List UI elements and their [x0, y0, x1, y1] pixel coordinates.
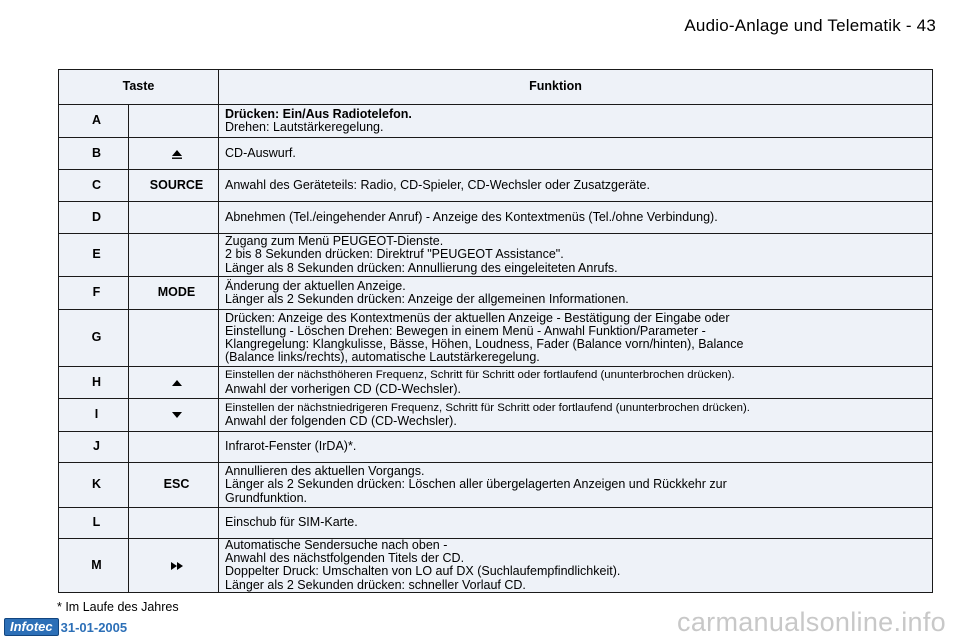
header-funktion: Funktion [219, 70, 933, 105]
row-symbol [129, 234, 219, 277]
table-row [59, 310, 933, 367]
description-line: Einstellung - Löschen Drehen: Bewegen in einem Menü - Anwahl Funktion/Parameter - [225, 323, 706, 338]
row-symbol [129, 508, 219, 539]
table-row [59, 202, 933, 234]
description-line: Drücken: Anzeige des Kontextmenüs der aktuellen Anzeige - Bestätigung der Eingabe oder [225, 310, 730, 325]
description-line: Anwahl des nächstfolgenden Titels der CD. [225, 551, 465, 566]
description-line: Drücken: Ein/Aus Radiotelefon. [225, 106, 412, 121]
row-symbol [129, 277, 219, 310]
fast-forward-icon [170, 558, 184, 572]
row-key: F [59, 277, 129, 310]
row-symbol [129, 105, 219, 138]
arrow-up-icon [171, 375, 183, 389]
button-function-table [58, 69, 933, 593]
eject-icon [170, 146, 184, 160]
description-line: Zugang zum Menü PEUGEOT-Dienste. [225, 234, 444, 249]
row-symbol [129, 463, 219, 508]
row-key: A [59, 105, 129, 138]
table-row [59, 105, 933, 138]
watermark: carmanualsonline.info [677, 607, 946, 637]
row-symbol [129, 170, 219, 202]
row-description [219, 138, 933, 170]
row-symbol [129, 432, 219, 463]
row-key: E [59, 234, 129, 277]
description-line: Klangregelung: Klangkulisse, Bässe, Höhen, Loudness, Fader (Balance vorn/hinten), Balance [225, 337, 744, 351]
row-key: K [59, 463, 129, 508]
row-description [219, 463, 933, 508]
table-row [59, 234, 933, 277]
description-line: Doppelter Druck: Umschalten von LO auf DX (Suchlaufempfindlichkeit). [225, 564, 621, 579]
description-line: Drehen: Lautstärkeregelung. [225, 120, 384, 134]
row-description [219, 539, 933, 593]
description-line: CD-Auswurf. [225, 145, 296, 160]
description-line: Annullieren des aktuellen Vorgangs. [225, 464, 425, 479]
row-key: I [59, 399, 129, 432]
footnote: * Im Laufe des Jahres [57, 600, 179, 614]
table-row [59, 170, 933, 202]
description-line: Automatische Sendersuche nach oben - [225, 538, 448, 552]
row-symbol [129, 399, 219, 432]
row-key: H [59, 367, 129, 399]
description-line: Länger als 8 Sekunden drücken: Annullierung des eingeleiteten Anrufs. [225, 260, 618, 275]
row-description [219, 170, 933, 202]
row-description [219, 432, 933, 463]
row-symbol [129, 310, 219, 367]
row-key: G [59, 310, 129, 367]
row-description [219, 310, 933, 367]
table-row [59, 463, 933, 508]
row-key: L [59, 508, 129, 539]
row-symbol [129, 202, 219, 234]
description-line: Abnehmen (Tel./eingehender Anruf) - Anzeige des Kontextmenüs (Tel./ohne Verbindung). [225, 209, 718, 224]
table-row [59, 399, 933, 432]
arrow-down-icon [171, 407, 183, 421]
row-description [219, 105, 933, 138]
description-line: Änderung der aktuellen Anzeige. [225, 278, 406, 293]
page-header: Audio-Anlage und Telematik - 43 [684, 16, 936, 35]
description-line: Infrarot-Fenster (IrDA)*. [225, 439, 357, 454]
description-line: Grundfunktion. [225, 490, 308, 505]
row-key: B [59, 138, 129, 170]
header-taste: Taste [59, 70, 219, 105]
row-description [219, 234, 933, 277]
infotec-footer [4, 618, 127, 636]
row-symbol-label: MODE [157, 285, 196, 300]
description-line: 2 bis 8 Sekunden drücken: Direktruf "PEUGEOT Assistance". [225, 247, 564, 262]
table-row [59, 367, 933, 399]
row-description [219, 277, 933, 310]
description-line: Länger als 2 Sekunden drücken: schneller Vorlauf CD. [225, 577, 526, 592]
description-line: (Balance links/rechts), automatische Lautstärkeregelung. [225, 350, 540, 365]
description-line: Einschub für SIM-Karte. [225, 515, 358, 530]
row-symbol-label: ESC [163, 477, 190, 492]
row-key: C [59, 170, 129, 202]
description-line: Anwahl des Geräteteils: Radio, CD-Spieler, CD-Wechsler oder Zusatzgeräte. [225, 177, 650, 192]
row-description [219, 508, 933, 539]
table-row [59, 138, 933, 170]
row-description [219, 399, 933, 432]
table-header-row [59, 70, 933, 105]
table-row [59, 539, 933, 593]
row-symbol [129, 138, 219, 170]
row-key: D [59, 202, 129, 234]
description-line: Länger als 2 Sekunden drücken: Löschen aller übergelagerten Anzeigen und Rückkehr zur [225, 477, 727, 492]
table-row [59, 277, 933, 310]
infotec-logo: Infotec [4, 618, 59, 636]
footer-date: 31-01-2005 [60, 619, 128, 635]
table-row [59, 508, 933, 539]
description-line: Anwahl der folgenden CD (CD-Wechsler). [225, 414, 457, 428]
row-symbol [129, 367, 219, 399]
description-line: Einstellen der nächsthöheren Frequenz, Schritt für Schritt oder fortlaufend (ununterbrochen drücken). [225, 369, 735, 382]
description-line: Einstellen der nächstniedrigeren Frequenz, Schritt für Schritt oder fortlaufend (ununterbrochen drücken). [225, 401, 750, 414]
description-line: Anwahl der vorherigen CD (CD-Wechsler). [225, 381, 461, 396]
row-description [219, 202, 933, 234]
row-key: M [59, 539, 129, 593]
table-row [59, 432, 933, 463]
description-line: Länger als 2 Sekunden drücken: Anzeige der allgemeinen Informationen. [225, 292, 629, 306]
row-symbol-label: SOURCE [149, 177, 204, 192]
row-key: J [59, 432, 129, 463]
row-symbol [129, 539, 219, 593]
row-description [219, 367, 933, 399]
